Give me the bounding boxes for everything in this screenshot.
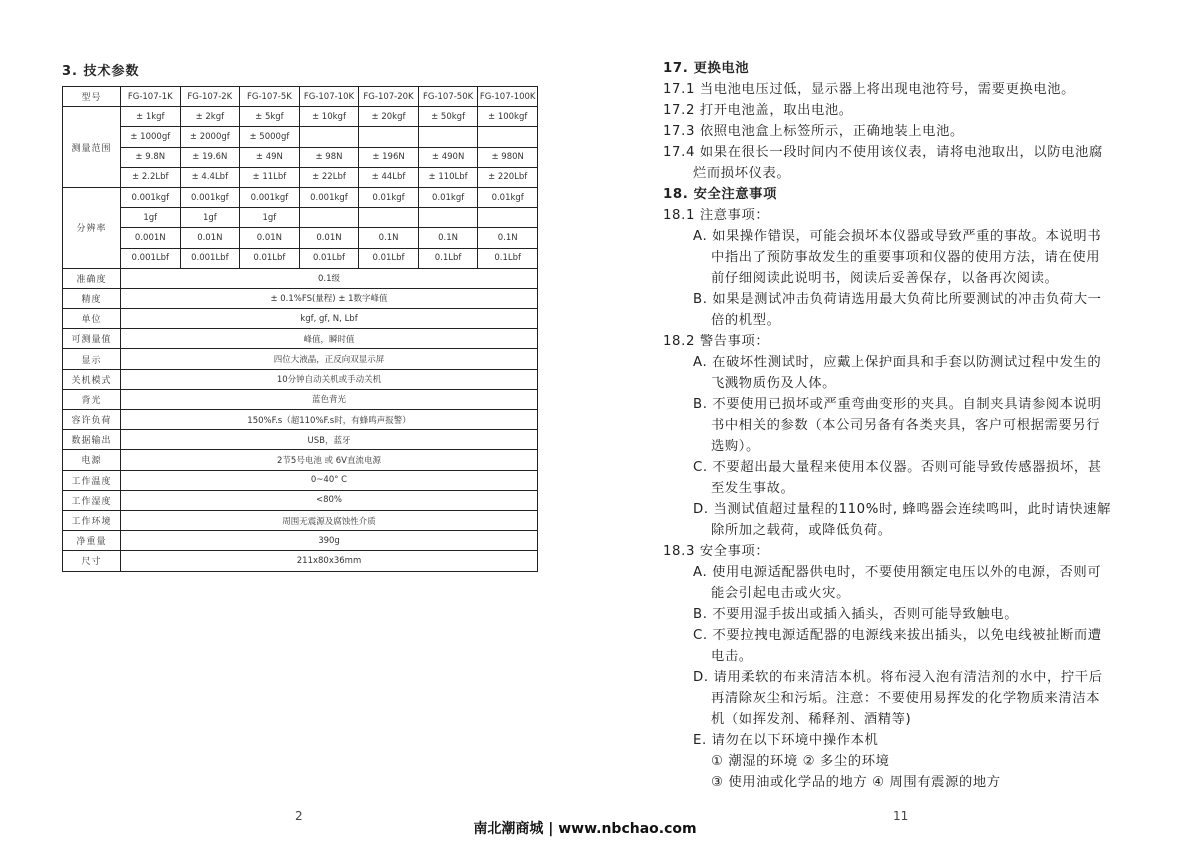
table-cell: 2节5号电池 或 6V直流电源 <box>121 450 538 470</box>
footer-watermark: 南北潮商城 | www.nbchao.com <box>473 821 697 837</box>
text-line: 18.1 注意事项： <box>663 208 770 223</box>
table-cell: FG-107-1K <box>121 87 181 107</box>
row-label: 工作环境 <box>63 510 121 530</box>
table-row <box>63 147 538 167</box>
table-cell: 四位大液晶，正反向双显示屏 <box>121 349 538 369</box>
text-line: ③ 使用油或化学品的地方 ④ 周围有震源的地方 <box>711 775 1001 790</box>
table-cell: kgf, gf, N, Lbf <box>121 309 538 329</box>
text-line: 17.1 当电池电压过低，显示器上将出现电池符号，需要更换电池。 <box>663 82 1076 97</box>
table-cell: ± 220Lbf <box>478 167 538 187</box>
table-row <box>63 187 538 207</box>
table-row <box>63 288 538 308</box>
table-cell: ± 4.4Lbf <box>180 167 240 187</box>
row-label: 型号 <box>63 87 121 107</box>
table-cell: 周围无震源及腐蚀性介质 <box>121 510 538 530</box>
table-cell: 0.001N <box>121 228 181 248</box>
table-cell: ± 1kgf <box>121 107 181 127</box>
text-line: 17.2 打开电池盖，取出电池。 <box>663 103 853 118</box>
table-row <box>63 329 538 349</box>
text-line: 烂而损坏仪表。 <box>693 166 791 181</box>
row-label: 关机模式 <box>63 369 121 389</box>
table-cell: ± 9.8N <box>121 147 181 167</box>
table-cell: 0.1N <box>359 228 419 248</box>
table-cell: 0.01kgf <box>478 187 538 207</box>
table-cell: 211x80x36mm <box>121 551 538 571</box>
table-cell: ± 1000gf <box>121 127 181 147</box>
text-line: 17.4 如果在很长一段时间内不使用该仪表，请将电池取出，以防电池腐 <box>663 145 1103 160</box>
row-label: 净重量 <box>63 531 121 551</box>
table-cell: ± 5kgf <box>240 107 300 127</box>
table-cell: FG-107-10K <box>299 87 359 107</box>
table-row <box>63 490 538 510</box>
table-cell: 0.01kgf <box>418 187 478 207</box>
table-cell: 蓝色背光 <box>121 389 538 409</box>
table-cell: 150%F.s（超110%F.s时，有蜂鸣声报警） <box>121 410 538 430</box>
row-label: 精度 <box>63 288 121 308</box>
row-label: 数据输出 <box>63 430 121 450</box>
table-cell: 0.001kgf <box>240 187 300 207</box>
row-label: 测量范围 <box>63 107 121 188</box>
table-cell: 0.01Lbf <box>359 248 419 268</box>
table-cell: 0~40° C <box>121 470 538 490</box>
text-line: 18.2 警告事项： <box>663 334 770 349</box>
table-cell: 0.1Lbf <box>418 248 478 268</box>
table-row <box>63 309 538 329</box>
table-cell: ± 10kgf <box>299 107 359 127</box>
table-cell: 0.1级 <box>121 268 538 288</box>
table-cell: ± 110Lbf <box>418 167 478 187</box>
table-cell: 0.001kgf <box>121 187 181 207</box>
table-cell: 峰值，瞬时值 <box>121 329 538 349</box>
row-label: 尺寸 <box>63 551 121 571</box>
text-line: C. 不要拉拽电源适配器的电源线来拔出插头，以免电线被扯断而遭 <box>693 628 1102 643</box>
table-row <box>63 208 538 228</box>
table-cell <box>299 127 359 147</box>
table-cell: 0.01N <box>299 228 359 248</box>
text-line: 除所加之载荷，或降低负荷。 <box>711 523 892 538</box>
table-cell <box>299 208 359 228</box>
text-line: E. 请勿在以下环境中操作本机 <box>693 733 879 748</box>
table-cell: 0.001kgf <box>299 187 359 207</box>
table-cell: FG-107-5K <box>240 87 300 107</box>
table-cell: ± 2000gf <box>180 127 240 147</box>
table-cell <box>418 208 478 228</box>
text-line: 电击。 <box>711 649 753 664</box>
table-cell: ± 98N <box>299 147 359 167</box>
table-cell <box>418 127 478 147</box>
text-line: 飞溅物质伤及人体。 <box>711 376 837 391</box>
table-cell <box>478 208 538 228</box>
table-cell: <80% <box>121 490 538 510</box>
text-line: 机（如挥发剂、稀释剂、酒精等) <box>711 712 912 727</box>
text-line: C. 不要超出最大量程来使用本仪器。否则可能导致传感器损坏，甚 <box>693 460 1102 475</box>
page-number-left: 2 <box>295 809 303 823</box>
table-cell: 0.1N <box>478 228 538 248</box>
row-label: 工作湿度 <box>63 490 121 510</box>
text-line: 中指出了预防事故发生的重要事项和仪器的使用方法，请在使用 <box>711 250 1101 265</box>
table-cell: 0.01Lbf <box>240 248 300 268</box>
text-line: D. 请用柔软的布来清洁本机。将布浸入泡有清洁剂的水中，拧干后 <box>693 670 1103 685</box>
row-label: 容许负荷 <box>63 410 121 430</box>
text-line: ① 潮湿的环境 ② 多尘的环境 <box>711 754 890 769</box>
page-number-right: 11 <box>893 809 909 823</box>
text-line: 能会引起电击或火灾。 <box>711 586 850 601</box>
table-cell: ± 5000gf <box>240 127 300 147</box>
table-cell: ± 49N <box>240 147 300 167</box>
table-cell: ± 980N <box>478 147 538 167</box>
text-line: 再清除灰尘和污垢。注意：不要使用易挥发的化学物质来清洁本 <box>711 691 1101 706</box>
table-row <box>63 450 538 470</box>
table-cell: 390g <box>121 531 538 551</box>
table-cell: 1gf <box>240 208 300 228</box>
text-line: 18.3 安全事项： <box>663 544 770 559</box>
text-line: 书中相关的参数（本公司另备有各类夹具，客户可根据需要另行 <box>711 418 1101 433</box>
table-cell: FG-107-2K <box>180 87 240 107</box>
table-cell: FG-107-20K <box>359 87 419 107</box>
table-cell: ± 11Lbf <box>240 167 300 187</box>
table-cell: 0.01kgf <box>359 187 419 207</box>
text-line: B. 如果是测试冲击负荷请选用最大负荷比所要测试的冲击负荷大一 <box>693 292 1102 307</box>
row-label: 可测量值 <box>63 329 121 349</box>
spec-table <box>62 86 538 572</box>
text-line: B. 不要使用已损坏或严重弯曲变形的夹具。自制夹具请参阅本说明 <box>693 397 1102 412</box>
table-row <box>63 430 538 450</box>
section-heading: 18. 安全注意事项 <box>663 187 777 202</box>
table-row <box>63 389 538 409</box>
row-label: 工作温度 <box>63 470 121 490</box>
table-cell: ± 19.6N <box>180 147 240 167</box>
table-cell: 0.001kgf <box>180 187 240 207</box>
table-row <box>63 127 538 147</box>
table-row <box>63 551 538 571</box>
table-cell: ± 2.2Lbf <box>121 167 181 187</box>
table-row <box>63 369 538 389</box>
table-cell <box>359 127 419 147</box>
row-label: 准确度 <box>63 268 121 288</box>
table-cell: 1gf <box>121 208 181 228</box>
row-label: 背光 <box>63 389 121 409</box>
table-cell: ± 0.1%FS(量程) ± 1数字峰值 <box>121 288 538 308</box>
right-page-text <box>663 58 1143 793</box>
text-line: 前仔细阅读此说明书，阅读后妥善保存，以备再次阅读。 <box>711 271 1059 286</box>
table-cell: ± 2kgf <box>180 107 240 127</box>
table-row <box>63 410 538 430</box>
table-row <box>63 470 538 490</box>
table-row <box>63 349 538 369</box>
text-line: A. 使用电源适配器供电时，不要使用额定电压以外的电源，否则可 <box>693 565 1102 580</box>
table-row <box>63 167 538 187</box>
table-cell: ± 20kgf <box>359 107 419 127</box>
text-line: B. 不要用湿手拔出或插入插头，否则可能导致触电。 <box>693 607 1019 622</box>
text-line: 17.3 依照电池盒上标签所示，正确地装上电池。 <box>663 124 964 139</box>
table-row <box>63 228 538 248</box>
text-line: 选购）。 <box>711 439 760 454</box>
table-cell: 10分钟自动关机或手动关机 <box>121 369 538 389</box>
row-label: 电源 <box>63 450 121 470</box>
table-cell: ± 22Lbf <box>299 167 359 187</box>
table-cell: FG-107-100K <box>478 87 538 107</box>
row-label: 显示 <box>63 349 121 369</box>
table-cell: ± 490N <box>418 147 478 167</box>
text-line: D. 当测试值超过量程的110%时, 蜂鸣器会连续鸣叫，此时请快速解 <box>693 502 1111 517</box>
table-cell: 0.001Lbf <box>121 248 181 268</box>
table-cell: ± 44Lbf <box>359 167 419 187</box>
table-cell: 0.001Lbf <box>180 248 240 268</box>
text-line: 至发生事故。 <box>711 481 795 496</box>
table-cell: 0.01N <box>240 228 300 248</box>
row-label: 单位 <box>63 309 121 329</box>
table-cell: ± 100kgf <box>478 107 538 127</box>
table-row <box>63 531 538 551</box>
table-header-row <box>63 87 538 107</box>
table-cell: USB，蓝牙 <box>121 430 538 450</box>
table-row <box>63 268 538 288</box>
table-cell <box>478 127 538 147</box>
text-line: 倍的机型。 <box>711 313 781 328</box>
table-row <box>63 510 538 530</box>
row-label: 分辨率 <box>63 187 121 268</box>
table-cell: FG-107-50K <box>418 87 478 107</box>
section-heading: 17. 更换电池 <box>663 61 750 76</box>
table-cell: 0.01Lbf <box>299 248 359 268</box>
text-line: A. 在破坏性测试时，应戴上保护面具和手套以防测试过程中发生的 <box>693 355 1102 370</box>
table-row <box>63 107 538 127</box>
section-title: 3. 技术参数 <box>62 64 140 79</box>
table-cell <box>359 208 419 228</box>
table-cell: 1gf <box>180 208 240 228</box>
table-cell: 0.1N <box>418 228 478 248</box>
table-cell: ± 196N <box>359 147 419 167</box>
table-cell: 0.1Lbf <box>478 248 538 268</box>
table-cell: 0.01N <box>180 228 240 248</box>
table-row <box>63 248 538 268</box>
text-line: A. 如果操作错误，可能会损坏本仪器或导致严重的事故。本说明书 <box>693 229 1102 244</box>
table-cell: ± 50kgf <box>418 107 478 127</box>
